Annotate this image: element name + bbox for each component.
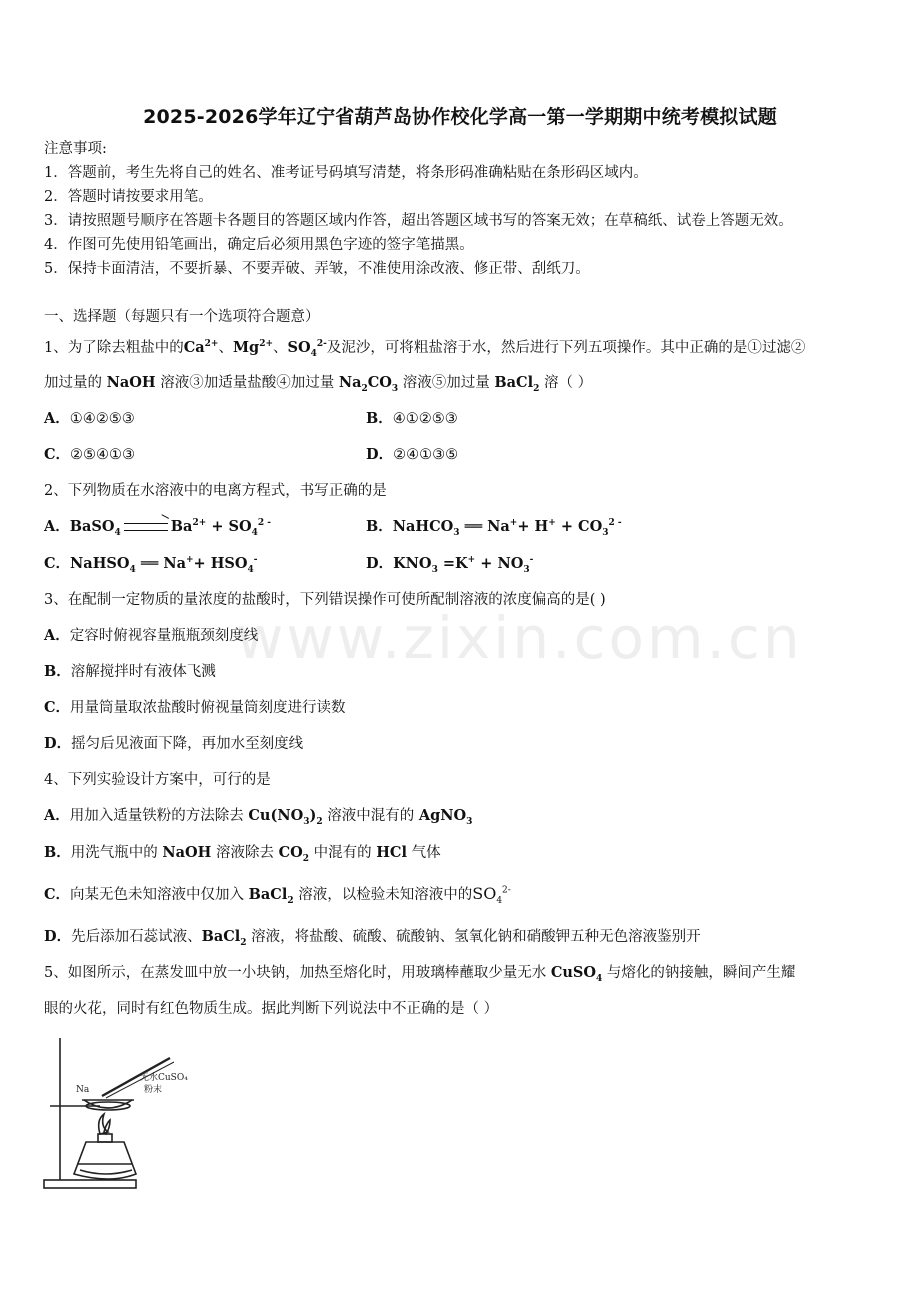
notice-item: 3．请按照题号顺序在答题卡各题目的答题区域内作答，超出答题区域书写的答案无效；在草稿纸、试卷上答题无效。	[44, 213, 793, 229]
q4-option-a[interactable]: A．用加入适量铁粉的方法除去 $Cu(NO_3)_2$ 溶液中混有的 AgNO$_3$	[44, 807, 473, 827]
q2-option-d[interactable]: D．$KNO_3 =K^+ + NO_3^-$	[366, 555, 534, 575]
q1-option-c[interactable]: C．②⑤④①③	[44, 446, 136, 463]
question-2-stem: 2、下列物质在水溶液中的电离方程式，书写正确的是	[44, 483, 387, 499]
question-5-stem-line2: 眼的火花，同时有红色物质生成。据此判断下列说法中不正确的是（ ）	[44, 1001, 499, 1017]
notice-item: 1．答题前，考生先将自己的姓名、准考证号码填写清楚，将条形码准确粘贴在条形码区域内。	[44, 165, 648, 181]
label-powder: 粉末	[144, 1085, 163, 1095]
q3-option-b[interactable]: B．溶解搅拌时有液体飞溅	[44, 663, 216, 680]
q1-option-b[interactable]: B．④①②⑤③	[366, 410, 458, 427]
notice-item: 4．作图可先使用铅笔画出，确定后必须用黑色字迹的签字笔描黑。	[44, 237, 474, 253]
q4-option-c[interactable]: C．向某无色未知溶液中仅加入 BaCl$_2$ 溶液，以检验未知溶液中的$SO_4^{2-}$	[44, 884, 511, 907]
q3-option-c[interactable]: C．用量筒量取浓盐酸时俯视量筒刻度进行读数	[44, 699, 346, 716]
q1-option-a[interactable]: A．①④②⑤③	[44, 410, 135, 427]
watermark: www.zixin.com.cn	[236, 604, 803, 672]
section-heading: 一、选择题（每题只有一个选项符合题意）	[44, 309, 320, 325]
notice-item: 5．保持卡面清洁，不要折暴、不要弄破、弄皱，不准使用涂改液、修正带、刮纸刀。	[44, 261, 590, 277]
evaporating-dish	[84, 1100, 132, 1108]
q2-option-c[interactable]: C．NaHSO$_4$ ══ $Na^++ HSO_4^-$	[44, 555, 258, 575]
q3-option-a[interactable]: A．定容时俯视容量瓶瓶颈刻度线	[44, 627, 259, 644]
q3-option-d[interactable]: D．摇匀后见液面下降，再加水至刻度线	[44, 735, 304, 752]
q4-option-d[interactable]: D．先后添加石蕊试液、BaCl$_2$ 溶液，将盐酸、硫酸、硫酸钠、氢氧化钠和硝酸钾五种无色溶液鉴别开	[44, 928, 701, 948]
question-5-stem: 5、如图所示，在蒸发皿中放一小块钠，加热至熔化时，用玻璃棒蘸取少量无水 CuSO$_4$ 与熔化的钠接触，瞬间产生耀	[44, 964, 796, 984]
notice-heading: 注意事项:	[44, 141, 107, 157]
question-4-stem: 4、下列实验设计方案中，可行的是	[44, 772, 271, 788]
question-1-stem-line2: 加过量的 NaOH 溶液③加适量盐酸④加过量 $Na_2CO_3$ 溶液⑤加过量 BaCl$_2$ 溶（ ）	[44, 374, 593, 394]
question-3-stem: 3、在配制一定物质的量浓度的盐酸时，下列错误操作可使所配制溶液的浓度偏高的是( )	[44, 592, 606, 608]
apparatus-figure	[40, 1034, 200, 1196]
stand-base	[44, 1180, 136, 1188]
page-title: 2025-2026学年辽宁省葫芦岛协作校化学高一第一学期期中统考模拟试题	[143, 106, 777, 128]
q2-option-b[interactable]: B．NaHCO$_3$ ══ $Na^++ H^+ + CO_3^{2 -}$	[366, 518, 622, 538]
question-1-stem: 1、为了除去粗盐中的$Ca^{2+}$、$Mg^{2+}$、$SO_4^{2-}$及泥沙，可将粗盐溶于水，然后进行下列五项操作。其中正确的是①过滤②	[44, 339, 806, 359]
q2-option-a[interactable]: A．BaSO$_4$ $Ba^{2+} + SO_4^{2 -}$	[44, 518, 272, 538]
apparatus-drawing	[40, 1034, 200, 1196]
label-cuso4: 无水CuSO₄	[140, 1073, 188, 1083]
equilibrium-arrow-icon	[124, 523, 168, 531]
label-na: Na	[76, 1085, 90, 1095]
notice-item: 2．答题时请按要求用笔。	[44, 189, 213, 205]
q4-option-b[interactable]: B．用洗气瓶中的 NaOH 溶液除去 $CO_2$ 中混有的 HCl 气体	[44, 844, 441, 864]
q1-option-d[interactable]: D．②④①③⑤	[366, 446, 459, 463]
